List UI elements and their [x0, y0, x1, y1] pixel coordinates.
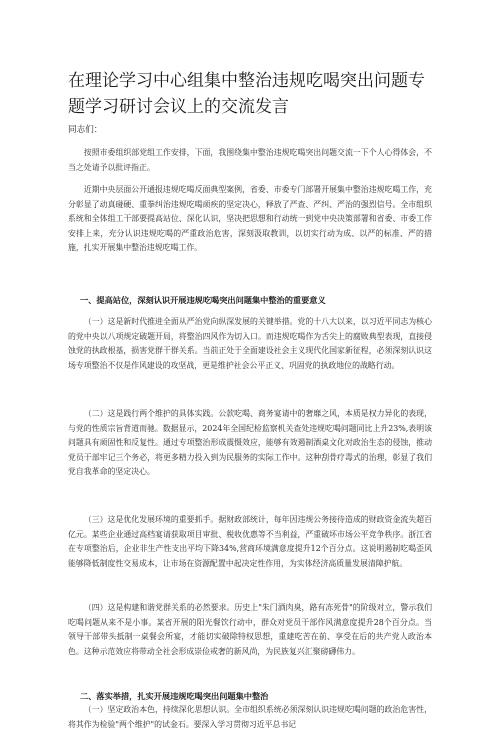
paragraph-background: 近期中央层面公开通报违规吃喝反面典型案例，省委、市委专门部署开展集中整治违规吃喝工作，充分彰显了动真碰硬、重拳纠治违规吃喝顽疾的坚定决心，释放了严查、严纠、严治的强烈信号。全市组织系统和全体组工干部要提高站位、深化认识，坚决把思想和行动统一到党中央决策部署和省委、市委工作安排上来，充分认识违规吃喝的严重政治危害，深刻汲取教训，以切实行动为成、以严的标准、严的措施，扎实开展集中整治违规吃喝工作。 [68, 185, 432, 252]
paragraph-point-1: （一）这是新时代推进全面从严治党向纵深发展的关键举措。党的十八大以来，以习近平同志为核心的党中央以八项规定破题开局，将整治四风作为切入口。而违规吃喝作为舌尖上的腐败典型表现，直接侵蚀党的执政根基，损害党群干群关系。当前正处于全面建设社会主义现代化国家新征程，必须深刻认识这场专项整治不仅是作风建设的攻坚战，更是维护社会公平正义、巩固党的执政地位的战略行动。 [68, 317, 432, 370]
paragraph-point-4: （四）这是构建和谐党群关系的必然要求。历史上"朱门酒肉臭，路有冻死骨"的阶级对立，警示我们吃喝问题从来不是小事。某省开展的阳光餐饮行动中，群众对党员干部作风满意度提升28个百分点。当领导干部带头抵制一桌餐会所宴，才能切实破除特权思想，重建吃苦在前、享受在后的共产党人政治本色。这种示范效应将带动全社会形成崇俭戒奢的新风尚，为民族复兴汇聚磅礴伟力。 [68, 603, 432, 656]
section-heading-1: 一、提高站位，深刻认识开展违规吃喝突出问题集中整治的重要意义 [80, 295, 326, 305]
document-title: 在理论学习中心组集中整治违规吃喝突出问题专题学习研讨会议上的交流发言 [68, 71, 425, 117]
section-heading-2: 二、落实举措，扎实开展违规吃喝突出问题集中整治 [80, 691, 269, 701]
paragraph-intro: 按照市委组织部党组工作安排，下面，我围绕集中整治违规吃喝突出问题交流一下个人心得体会，不当之处请予以批评指正。 [68, 148, 432, 172]
paragraph-measure-1: （一）坚定政治本色，持续深化思想认识。全市组织系统必须深刻认识违规吃喝问题的政治危害性，将其作为检验"两个维护"的试金石。要深入学习贯彻习近平总书记 [68, 705, 432, 729]
paragraph-point-3: （三）这是优化发展环境的重要抓手。据财政部统计，每年因违规公务接待造成的财政资金流失超百亿元。某些企业通过高档宴请获取项目审批、税收优惠等不当利益，严重破坏市场公平竞争秩序。浙江省在专项整治后，企业非生产性支出平均下降34%,营商环境满意度提升12个百分点。这说明遏制吃喝歪风能够降低制度性交易成本，让市场在资源配置中起决定性作用，为实体经济高质量发展清障护航。 [68, 515, 432, 568]
paragraph-point-2: （二）这是践行两个维护的具体实践。公款吃喝、商务宴请中的奢靡之风，本质是权力异化的表现，与党的性质宗旨背道而驰。数据显示，2024年全国纪检监察机关查处违规吃喝问题同比上升23%,表明该问题具有顽固性和反复性。通过专项整治形成震慑效应，能够有效遏制酒桌文化对政治生态的侵蚀，推动党员干部牢记三个务必，将更多精力投入到为民服务的实际工作中。这种刮骨疗毒式的治理，彰显了我们党自我革命的坚定决心。 [68, 409, 432, 476]
greeting: 同志们： [68, 125, 103, 135]
